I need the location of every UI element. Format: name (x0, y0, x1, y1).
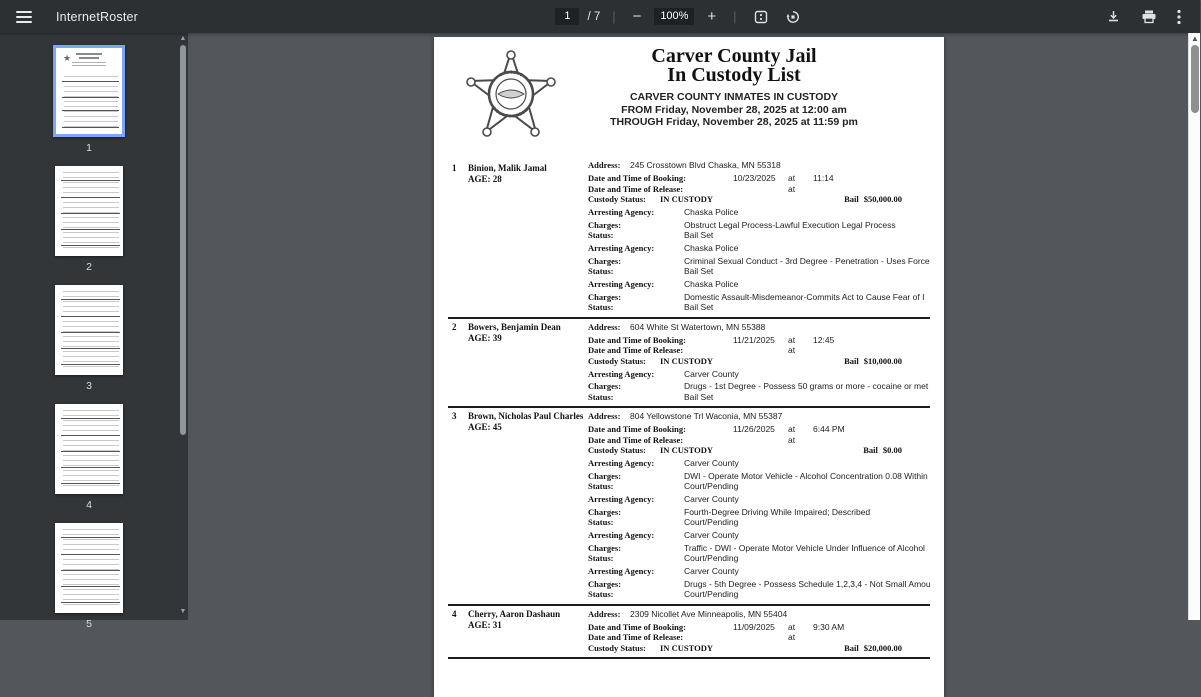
inmate-details (588, 609, 916, 654)
release-date (733, 435, 788, 446)
sidebar-scrollbar[interactable] (179, 35, 187, 618)
inmate-number: 1 (452, 163, 457, 173)
bail-group (844, 194, 902, 205)
address-label: Address: (588, 321, 621, 332)
status-line (588, 589, 916, 600)
inmate-age: AGE: 39 (468, 332, 502, 343)
charge-value: Drugs - 5th Degree - Possess Schedule 1,2,3,4 - Not Small Amou (684, 578, 931, 589)
pdf-page (434, 37, 944, 697)
at-label: at (788, 345, 796, 355)
bail-group (844, 643, 902, 654)
custody-status-label: Custody Status: (588, 642, 646, 653)
thumbnail-list (0, 33, 178, 642)
agency-line (588, 369, 916, 380)
charges-label: Charges: (588, 381, 622, 391)
address-value: 245 Crosstown Blvd Chaska, MN 55318 (630, 160, 781, 170)
status-line (588, 553, 916, 564)
arresting-agency-value: Carver County (684, 458, 739, 468)
charges-label: Charges: (588, 255, 622, 266)
address-value: 804 Yellowstone Trl Waconia, MN 55387 (630, 411, 783, 421)
address-value: 2309 Nicollet Ave Minneapolis, MN 55404 (630, 608, 788, 619)
fit-page-icon[interactable] (749, 7, 773, 27)
booking-label: Date and Time of Booking: (588, 173, 686, 183)
arresting-agency-label: Arresting Agency: (588, 368, 655, 379)
thumbnail-preview[interactable] (55, 285, 123, 375)
charges-label: Charges: (588, 219, 622, 230)
agency-line (588, 494, 916, 505)
thumbnail-page-number: 1 (86, 142, 92, 154)
charge-value: Drugs - 1st Degree - Possess 50 grams or more - cocaine or met (684, 381, 929, 391)
status-label: Status: (588, 302, 614, 312)
status-line (588, 230, 916, 241)
status-label: Status: (588, 391, 614, 402)
download-icon[interactable] (1101, 6, 1126, 27)
charges-label: Charges: (588, 506, 622, 517)
status-line (588, 266, 916, 277)
arresting-agency-label: Arresting Agency: (588, 243, 655, 253)
thumbnail-page-number: 5 (86, 618, 92, 630)
address-value: 604 White St Watertown, MN 55388 (630, 321, 766, 332)
zoom-level-input[interactable]: 100% (654, 8, 694, 25)
subtitle-line1: CARVER COUNTY INMATES IN CUSTODY (629, 91, 839, 103)
inmate-name: Binion, Malik Jamal (468, 163, 547, 173)
custody-line (588, 194, 916, 205)
report-title-line1: Carver County Jail (651, 45, 817, 67)
charge-value: Traffic - DWI - Operate Motor Vehicle Under Influence of Alcohol (684, 542, 925, 553)
inmate-record (448, 606, 930, 660)
thumbnail-page-2[interactable] (55, 166, 123, 273)
scroll-up-icon[interactable]: ▲ (179, 35, 187, 42)
status-value: Bail Set (684, 302, 714, 312)
bail-label: Bail (844, 194, 859, 204)
bail-label: Bail (863, 445, 878, 455)
status-line (588, 392, 916, 403)
release-label: Date and Time of Release: (588, 632, 684, 642)
sidebar-scrollbar-thumb[interactable] (180, 45, 186, 435)
agency-line (588, 566, 916, 577)
inmate-number: 2 (452, 321, 457, 332)
release-label: Date and Time of Release: (588, 183, 684, 194)
bail-group (863, 445, 902, 456)
bail-group (844, 356, 902, 367)
release-line (588, 184, 916, 195)
release-line (588, 632, 916, 643)
at-label: at (788, 183, 796, 194)
arresting-agency-label: Arresting Agency: (588, 207, 655, 217)
at-label: at (788, 334, 796, 345)
bail-amount: $10,000.00 (863, 355, 902, 366)
charges-label: Charges: (588, 578, 622, 589)
document-header (434, 37, 944, 160)
status-label: Status: (588, 481, 614, 491)
agency-line (588, 207, 916, 218)
custody-status-value: IN CUSTODY (660, 642, 713, 653)
booking-label: Date and Time of Booking: (588, 424, 686, 434)
booking-line (588, 622, 916, 633)
booking-date: 11/21/2025 (733, 334, 775, 345)
inmate-record (448, 160, 930, 319)
inmate-age: AGE: 45 (468, 422, 502, 432)
thumbnail-page-3[interactable] (55, 285, 123, 392)
scroll-down-icon[interactable]: ▼ (179, 608, 187, 615)
toolbar-divider: | (733, 9, 737, 24)
document-viewport[interactable] (188, 33, 1200, 653)
bail-amount: $20,000.00 (863, 642, 902, 653)
thumbnail-sidebar (0, 33, 188, 630)
booking-date: 11/09/2025 (733, 621, 775, 632)
status-value: Bail Set (684, 391, 714, 402)
arresting-agency-value: Chaska Police (684, 243, 739, 253)
inmate-number: 3 (452, 411, 457, 421)
at-label: at (788, 632, 796, 642)
status-value: Bail Set (684, 266, 714, 276)
thumbnail-page-4[interactable] (55, 404, 123, 511)
booking-line (588, 173, 916, 184)
subtitle-line2: FROM Friday, November 28, 2025 at 12:00 am (621, 103, 847, 116)
main-scrollbar-thumb[interactable] (1191, 45, 1199, 113)
arresting-agency-value: Carver County (684, 566, 739, 576)
thumbnail-preview[interactable] (55, 523, 123, 613)
inmate-age: AGE: 31 (468, 619, 502, 630)
custody-status-value: IN CUSTODY (660, 355, 713, 366)
at-label: at (788, 173, 796, 183)
status-line (588, 517, 916, 528)
thumbnail-page-1[interactable] (53, 45, 125, 154)
rotate-counterclockwise-icon[interactable] (781, 7, 805, 27)
status-value: Bail Set (684, 230, 714, 240)
thumbnail-page-number: 2 (86, 261, 92, 273)
charges-line (588, 507, 916, 518)
charge-value: Criminal Sexual Conduct - 3rd Degree - Penetration - Uses Force (684, 255, 930, 266)
charges-line (588, 578, 931, 590)
bail-label: Bail (844, 355, 859, 366)
custody-status-label: Custody Status: (588, 355, 646, 366)
report-title-line2: In Custody List (667, 64, 801, 86)
agency-line (588, 458, 916, 469)
release-label: Date and Time of Release: (588, 345, 684, 355)
toolbar (0, 0, 1200, 33)
thumbnail-page-number: 4 (86, 499, 92, 511)
agency-line (588, 243, 916, 254)
inmate-age: AGE: 28 (468, 174, 502, 184)
release-date (733, 345, 788, 356)
status-line (588, 481, 916, 492)
address-label: Address: (588, 608, 621, 619)
arresting-agency-value: Carver County (684, 530, 739, 540)
agency-line (588, 530, 916, 541)
inmate-records (434, 160, 944, 659)
custody-status-value: IN CUSTODY (660, 445, 713, 455)
bail-label: Bail (844, 642, 859, 653)
charge-value: Domestic Assault-Misdemeanor-Commits Act to Cause Fear of I (684, 291, 925, 302)
addr-line (588, 411, 916, 422)
inmate-details (588, 321, 929, 403)
inmate-record (448, 319, 930, 409)
booking-time: 12:45 (813, 334, 835, 345)
arresting-agency-value: Carver County (684, 368, 739, 379)
booking-line (588, 335, 916, 346)
booking-line (588, 424, 916, 435)
booking-time: 6:44 PM (813, 424, 845, 434)
charge-value: Fourth-Degree Driving While Impaired; Described (684, 506, 871, 517)
document-title: InternetRoster (56, 9, 139, 24)
thumbnail-text-lines (63, 289, 119, 371)
thumbnail-preview[interactable] (55, 404, 123, 494)
thumbnail-mini-header (56, 51, 122, 73)
custody-status-value: IN CUSTODY (660, 194, 713, 204)
release-date (733, 184, 788, 195)
bail-amount: $50,000.00 (863, 194, 902, 204)
thumbnail-text-lines (63, 527, 119, 609)
addr-line (588, 322, 916, 333)
status-label: Status: (588, 266, 614, 276)
menu-icon[interactable] (10, 4, 40, 30)
inmate-number: 4 (452, 608, 457, 619)
page-number-input[interactable]: 1 (555, 8, 579, 25)
inmate-name: Brown, Nicholas Paul Charles (468, 411, 584, 421)
release-line (588, 345, 916, 356)
booking-date: 11/26/2025 (733, 424, 775, 434)
report-subtitle (534, 91, 934, 129)
custody-line (588, 643, 916, 654)
arresting-agency-label: Arresting Agency: (588, 279, 655, 289)
status-label: Status: (588, 517, 614, 527)
agency-line (588, 279, 916, 290)
zoom-in-button[interactable]: + (702, 6, 721, 27)
charges-line (588, 291, 925, 303)
thumbnail-preview[interactable] (53, 45, 125, 137)
arresting-agency-label: Arresting Agency: (588, 458, 655, 468)
addr-line (588, 609, 916, 620)
booking-label: Date and Time of Booking: (588, 621, 686, 632)
charge-value: DWI - Operate Motor Vehicle - Alcohol Concentration 0.08 Within (684, 470, 928, 481)
more-options-icon[interactable] (1172, 6, 1186, 28)
status-label: Status: (588, 589, 614, 599)
custody-line (588, 445, 916, 456)
bail-amount: $0.00 (882, 445, 902, 455)
arresting-agency-label: Arresting Agency: (588, 530, 655, 540)
scroll-up-icon[interactable]: ▲ (1191, 34, 1199, 43)
status-value: Court/Pending (684, 589, 739, 599)
arresting-agency-label: Arresting Agency: (588, 566, 655, 576)
charges-line (588, 255, 930, 267)
zoom-out-button[interactable]: − (628, 6, 647, 27)
charges-label: Charges: (588, 470, 622, 481)
custody-status-label: Custody Status: (588, 194, 646, 204)
thumbnail-page-5[interactable] (55, 523, 123, 630)
booking-date: 10/23/2025 (733, 173, 776, 183)
release-line (588, 435, 916, 446)
charges-label: Charges: (588, 542, 622, 553)
thumbnail-text-lines (64, 74, 118, 130)
inmate-details (588, 411, 931, 600)
charges-line (588, 220, 916, 231)
status-label: Status: (588, 553, 614, 563)
print-icon[interactable] (1136, 6, 1162, 27)
release-label: Date and Time of Release: (588, 434, 684, 445)
thumbnail-preview[interactable] (55, 166, 123, 256)
subtitle-line3: THROUGH Friday, November 28, 2025 at 11:59 pm (610, 116, 858, 128)
addr-line (588, 160, 916, 171)
inmate-name: Cherry, Aaron Dashaun (468, 608, 561, 619)
status-value: Court/Pending (684, 553, 739, 563)
address-label: Address: (588, 411, 621, 421)
charges-label: Charges: (588, 291, 622, 302)
mini-badge-icon: ★ (63, 53, 72, 63)
status-label: Status: (588, 230, 614, 240)
arresting-agency-value: Chaska Police (684, 279, 739, 289)
thumbnail-text-lines (63, 170, 119, 252)
inmate-record (448, 408, 930, 606)
at-label: at (788, 434, 796, 445)
status-line (588, 302, 916, 313)
at-label: at (788, 621, 796, 632)
arresting-agency-value: Carver County (684, 494, 739, 504)
booking-label: Date and Time of Booking: (588, 334, 686, 345)
charge-value: Obstruct Legal Process-Lawful Execution Legal Process (684, 219, 896, 230)
charges-line (588, 470, 928, 482)
status-value: Court/Pending (684, 481, 739, 491)
thumbnail-text-lines (63, 408, 119, 490)
page-total-label: / 7 (587, 10, 601, 23)
arresting-agency-label: Arresting Agency: (588, 494, 655, 504)
booking-time: 11:14 (813, 173, 834, 183)
custody-status-label: Custody Status: (588, 445, 646, 455)
booking-time: 9:30 AM (813, 621, 845, 632)
arresting-agency-value: Chaska Police (684, 207, 739, 217)
release-date (733, 632, 788, 643)
toolbar-divider: | (612, 9, 616, 24)
address-label: Address: (588, 160, 621, 170)
thumbnail-page-number: 3 (86, 380, 92, 392)
inmate-details (588, 160, 930, 313)
charges-line (588, 542, 925, 554)
charges-line (588, 381, 929, 392)
status-value: Court/Pending (684, 517, 739, 527)
custody-line (588, 356, 916, 367)
main-scrollbar[interactable] (1188, 33, 1200, 620)
inmate-name: Bowers, Benjamin Dean (468, 321, 561, 332)
at-label: at (788, 424, 796, 434)
